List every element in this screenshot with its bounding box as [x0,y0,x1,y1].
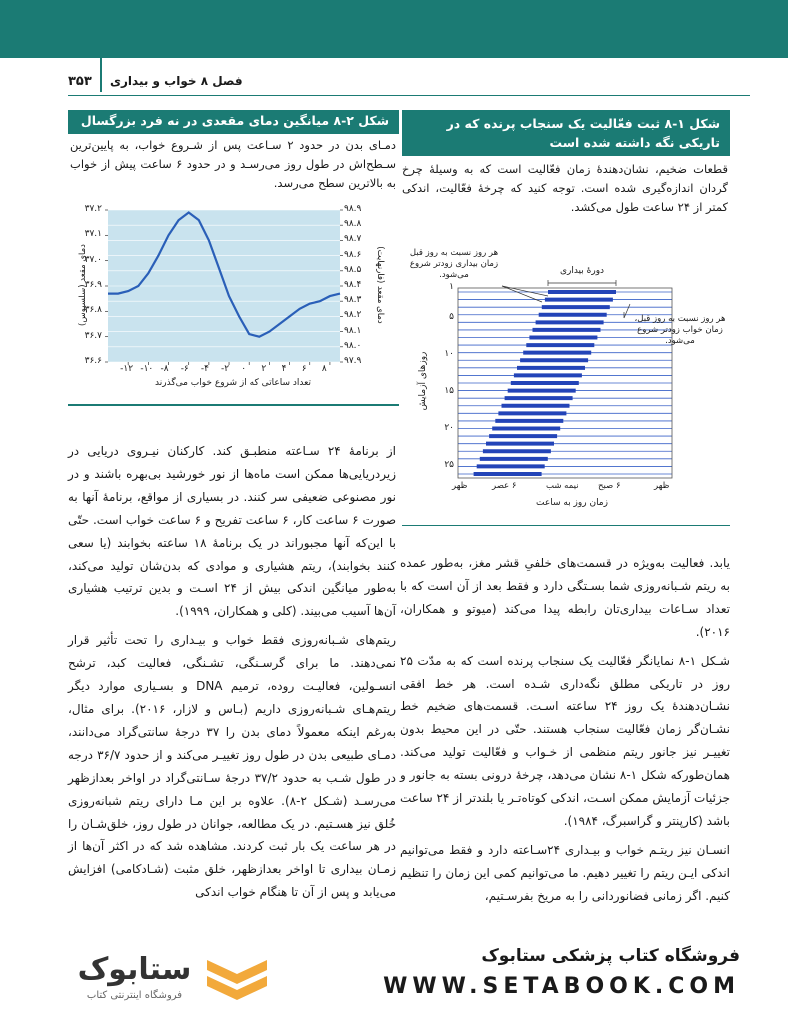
left-tick-label: ۳۶.۹ [84,280,102,290]
right-tick-label: ۹۸.۷ [344,234,362,245]
figure1-caption-text: قطعات ضخیم، نشان‌دهندهٔ زمان فعّالیت است که به وسیلهٔ چرخ گردان اندازه‌گیری شده است. توجه کنید که چرخهٔ فعّالیت، اندکی کمتر از ۲۴ ساعت طول می‌کشد. [402,162,728,214]
pointer-line-left-1 [502,286,548,296]
x-tick-label: ۴ [281,364,287,374]
paragraph: شـکل ۱-۸ نمایانگر فعّالیت یک سنجاب پرنده است که به مدّت ۲۵ روز در تاریکی مطلق نگه‌داری شـده است. هر خط افقی نشـان‌دهندهٔ یک روز ۲۴ ساعته اسـت. قسمت‌های ضخیم خط نشـان‌گر زمان فعّالیت سنجاب هستند. حتّی در این محیط بدون تغییـر نیز جانور ریتم منظمی از خـواب و فعّالیت تولید می‌کند. همان‌طورکه شکل ۱-۸ نشان می‌دهد، چرخهٔ درونی بسته به جانور و جزئیات آزمایش ممکن اسـت، اندکی کوتاه‌تـر یا بلندتر از ۲۴ ساعت باشد (کارپنتر و گراسبرگ، ۱۹۸۴). [400,653,731,828]
x-tick-label: -۲ [221,364,230,374]
figure1-actogram [402,226,730,526]
right-tick-label: ۹۸.۹ [344,204,362,214]
y-tick: ۵ [449,312,454,322]
paragraph: انسـان نیز ریتـم خواب و بیـداری ۲۴سـاعته دارد و فقط می‌توانیم اندکی ایـن ریتم را تغییر دهیم. ما می‌توانیم کمی این زمان را تنظیم کنیم. اگر زمانی فضانوردانی را به مریخ بفرسـتیم، [400,842,730,903]
x-tick-label: ۶ [301,364,307,374]
setabook-logo [52,946,272,1006]
paragraph: ریتم‌های شـبانه‌روزی فقط خواب و بیـداری را تحت تأثیر قرار نمی‌دهند. ما برای گرسـنگی، تشـنگی، فعالیت کبد، ترشح انسـولین، فعالیـت روده، ترمیم DNA و بسـیاری موارد دیگر ریتم‌هـای شـبانه‌روزی داریم (بـاس و لازار، ۲۰۱۶). برای مثال، به‌رغم اینکه معمولاً دمای بدن را ۳۷ درجهٔ سانتی‌گراد می‌دانند، دمـای طبیعی بدن در طول روز تغییـر می‌کند و از حدود ۳۶/۷ درجه در طول شـب به حدود ۳۷/۲ درجهٔ سـانتی‌گراد در اواخر بعدازظهر می‌رسـد (شـکل ۲-۸). علاوه بر این مـا دارای ریتم شبانه‌روزی خُلق نیز هسـتیم. در یک مطالعه، جوانان در طول روز، خلق‌شـان را در هر ساعت یک بار ثبت کردند. مشاهده شد که در اکثر آن‌ها از زمـان بیداری تا اواخر بعدازظهر، خلق مثبت (شـادکامی) افزایش می‌یابد و پس از آن تا هنگام خواب اندکی [68,633,397,900]
y-tick: ۱ [449,282,454,292]
right-tick-label: ۹۷.۹ [344,356,362,366]
left-tick-label: ۳۷.۲ [84,204,102,214]
left-tick-label: ۳۷.۱ [84,229,102,240]
left-tick-label: ۳۷.۰ [84,254,102,265]
label-wake-period: دورهٔ بیداری [559,266,605,276]
left-tick-label: ۳۶.۶ [84,356,102,366]
x-tick: ظهر [452,481,468,491]
y-tick: ۱۵ [444,386,454,396]
right-tick-label: ۹۸.۱ [344,325,362,336]
actogram-y-label: روزهای آزمایش [418,351,428,411]
x-tick: ۶ عصر [492,481,517,491]
right-tick-label: ۹۸.۰ [344,340,362,351]
label-sleep-earlier: هر روز نسبت به روز قبل، زمان خواب زودتر شروع می‌شود. [634,314,726,346]
x-tick: نیمه شب [546,481,579,491]
figure1-caption: شکل ۱-۸ ثبت فعّالیت یک سنجاب پرنده که در تاریکی نگه داشته شده است [402,110,730,156]
label-wake-earlier: هر روز نسبت به روز قبل زمان بیداری زودتر شروع می‌شود. [409,248,499,280]
logo-text: ستابوک [77,952,192,987]
chapter-label: فصل ۸ خواب و بیداری [110,74,243,88]
x-tick-label: -۱۲ [120,364,134,374]
right-tick-label: ۹۸.۵ [344,264,362,275]
y-tick: ۲۵ [444,460,454,470]
right-tick-label: ۹۸.۴ [344,280,362,290]
x-axis-label: تعداد ساعاتی که از شروع خواب می‌گذرند [155,378,311,388]
header-rule [68,95,750,96]
right-tick-label: ۹۸.۶ [344,249,362,260]
running-header [0,74,788,94]
logo-chevron-icon [202,952,272,1002]
page-number: ۳۵۳ [68,74,92,89]
figure2-caption-text: دمـای بدن در حدود ۲ سـاعت پس از شـروع خواب، به پایین‌ترین سـطح‌اش در طول روز می‌رسـد و در حدود ۶ ساعت پیش از خواب به بالاترین سطح می‌رسد. [70,138,396,190]
figure2-caption: شکل ۲-۸ میانگین دمای مقعدی در نه فرد بزرگسال [68,110,399,134]
right-axis-label: دمای مقعد (فارنهایت) [375,246,385,324]
paragraph: از برنامهٔ ۲۴ سـاعته منطبـق کند. کارکنان نیـروی دریایی در زیردریایی‌ها ممکن است ماه‌ها از نور خورشید بی‌بهره باشند و در نور مصنوعی ضعیفی سر کنند. در بسیاری از مواقع، برنامهٔ آنها به صورت ۶ ساعت کار، ۶ ساعت تفریح و ۶ ساعت خواب است. حتّی با این‌که آنها مجبوراند در یک برنامهٔ ۱۸ ساعته بخوابند (یا سعی کنند بخوابند)، ریتم هشیاری و موادی که بدن‌شان تولید می‌کند، به‌طور میانگین اندکی بیش از ۲۴ اسـت و بدین ترتیب هشیاری آن‌ها آسیب می‌بیند. (کلی و همکاران، ۱۹۹۹). [68,444,397,619]
x-tick-label: -۸ [160,364,169,374]
paragraph: یابد. فعالیت به‌ویژه در قسمت‌های خلفیِ قشر مغز، به‌طور عمده به ریتم شـبانه‌روزی شما بسـتگی دارد و فقط بعد از آن است که با تعداد سـاعات بیداری‌تان رابطه پیدا می‌کند (میوتو و همکاران، ۲۰۱۶). [400,556,730,639]
x-tick-label: -۴ [200,364,209,374]
footer [0,940,788,1012]
figure2-separator [68,404,399,406]
actogram-y-ticks [430,282,454,478]
left-tick-label: ۳۶.۷ [84,330,102,341]
x-tick-label: ۲ [261,364,267,374]
x-tick-label: ۸ [321,364,327,374]
x-tick: ظهر [654,481,670,491]
actogram-x-ticks [452,481,672,495]
x-tick: ۶ صبح [598,481,621,491]
x-tick-label: -۶ [180,364,189,374]
body-right-column [400,552,730,914]
y-tick: ۱۰ [444,349,454,359]
left-axis-label: دمای مقعد (سلسیوس) [78,244,88,326]
right-tick-label: ۹۸.۳ [344,295,362,306]
footer-title: فروشگاه کتاب پزشکی ستابوک [481,946,740,966]
header-band [0,0,788,58]
body-left-column [68,440,396,910]
figure2-chart [68,196,399,394]
actogram-x-label: زمان روز به ساعت [536,498,608,508]
y-tick: ۲۰ [444,423,454,433]
right-tick-label: ۹۸.۲ [344,310,362,321]
footer-url[interactable]: WWW.SETABOOK.COM [383,974,740,999]
x-axis-ticks [68,364,399,378]
pointer-line-right-1 [624,304,630,318]
right-tick-label: ۹۸.۸ [344,219,362,230]
x-tick-label: ۰ [241,364,247,374]
header-divider [100,58,102,92]
x-tick-label: -۱۰ [140,364,154,374]
left-tick-label: ۳۶.۸ [84,305,102,316]
logo-subtitle: فروشگاه اینترنتی کتاب [86,990,183,1001]
